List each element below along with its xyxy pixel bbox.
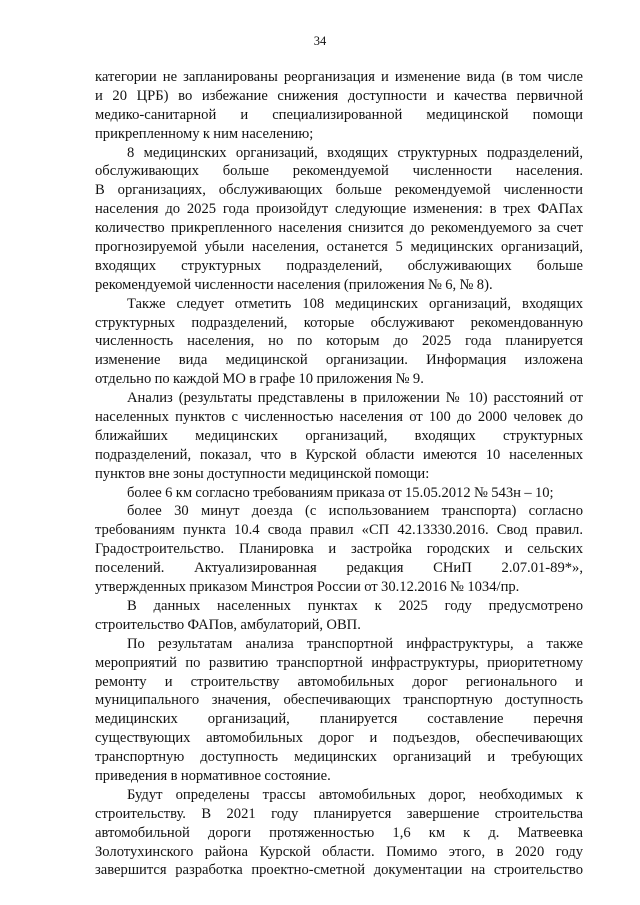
- text-line: 8 медицинских организаций, входящих структурных подразделений,: [127, 144, 583, 161]
- text-line: медико-санитарной и специализированной медицинской помощи: [95, 106, 583, 123]
- text-line: муниципального значения, обеспечивающих транспортную доступность: [95, 692, 583, 709]
- text-line: требованиям пункта 10.4 свода правил «СП 42.13330.2016. Свод правил.: [95, 522, 583, 539]
- paragraph: [95, 389, 583, 483]
- text-line: приведения в нормативное состояние.: [95, 767, 331, 784]
- text-line: рекомендуемой численности населения (приложения № 6, № 8).: [95, 276, 493, 293]
- text-line: более 30 минут доезда (с использованием транспорта) согласно: [127, 503, 583, 520]
- text-line: По результатам анализа транспортной инфраструктуры, а также: [127, 635, 583, 652]
- paragraph: [95, 68, 583, 144]
- text-line: пунктов вне зоны доступности медицинской помощи:: [95, 465, 430, 482]
- text-line: строительству. В 2021 году планируется завершение строительства: [95, 805, 583, 822]
- text-line: В организациях, обслуживающих больше рекомендуемой численности: [95, 182, 583, 199]
- text-line: поселений. Актуализированная редакция СНиП 2.07.01-89*»,: [95, 560, 583, 577]
- text-line: численность населения, но по которым до 2025 года планируется: [95, 333, 583, 350]
- text-line: Будут определены трассы автомобильных дорог, необходимых к: [127, 786, 583, 803]
- text-line: обслуживающих больше рекомендуемой численности населения.: [95, 163, 583, 180]
- text-line: Градостроительство. Планировка и застройка городских и сельских: [95, 541, 583, 558]
- text-line: Анализ (результаты представлены в приложении № 10) расстояний от: [127, 390, 583, 407]
- text-line: изменение вида медицинской организации. Информация изложена: [95, 352, 583, 369]
- paragraph: [95, 502, 583, 596]
- text-line: Золотухинского района Курской области. Помимо этого, в 2020 году: [95, 843, 583, 860]
- text-line: отдельно по каждой МО в графе 10 приложения № 9.: [95, 371, 424, 388]
- text-line: прикрепленному к ним населению;: [95, 125, 314, 142]
- text-line: ближайших медицинских организаций, входящих структурных: [95, 427, 583, 444]
- text-line: утвержденных приказом Минстроя России от 30.12.2016 № 1034/пр.: [95, 579, 520, 596]
- paragraph: [95, 295, 583, 389]
- text-line: более 6 км согласно требованиям приказа от 15.05.2012 № 543н – 10;: [127, 484, 554, 501]
- text-line: мероприятий по развитию транспортной инфраструктуры, приоритетному: [95, 654, 583, 671]
- paragraph: [95, 144, 583, 295]
- text-line: завершится разработка проектно-сметной документации на строительство: [95, 862, 583, 879]
- document-body: [95, 68, 583, 880]
- paragraph: [95, 786, 583, 880]
- text-line: ремонту и строительству автомобильных дорог регионального и: [95, 673, 583, 690]
- text-line: строительство ФАПов, амбулаторий, ОВП.: [95, 616, 361, 633]
- text-line: медицинских организаций, планируется составление перечня: [95, 711, 583, 728]
- text-line: структурных подразделений, которые обслуживают рекомендованную: [95, 314, 583, 331]
- text-line: подразделений, показал, что в Курской области имеются 10 населенных: [95, 446, 583, 463]
- paragraph: [95, 635, 583, 786]
- text-line: населенных пунктов с численностью населения от 100 до 2000 человек до: [95, 409, 583, 426]
- text-line: населения до 2025 года произойдут следующие изменения: в трех ФАПах: [95, 201, 583, 218]
- text-line: входящих структурных подразделений, обслуживающих больше: [95, 257, 583, 274]
- text-line: автомобильной дороги протяженностью 1,6 км к д. Матвеевка: [95, 824, 583, 841]
- text-line: В данных населенных пунктах к 2025 году предусмотрено: [127, 597, 583, 614]
- text-line: транспортную доступность медицинских организаций и требующих: [95, 749, 583, 766]
- text-line: количество прикрепленного населения снизится до рекомендуемого за счет: [95, 220, 583, 237]
- text-line: прогнозируемой убыли населения, останется 5 медицинских организаций,: [95, 239, 583, 256]
- page-number: 34: [313, 34, 327, 48]
- text-line: категории не запланированы реорганизация и изменение вида (в том числе: [95, 69, 583, 85]
- text-line: существующих автомобильных дорог и подъездов, обеспечивающих: [95, 730, 583, 747]
- text-line: Также следует отметить 108 медицинских организаций, входящих: [127, 295, 583, 312]
- paragraph: [95, 597, 583, 635]
- paragraph: [95, 484, 583, 503]
- text-line: и 20 ЦРБ) во избежание снижения доступности и качества первичной: [95, 87, 583, 104]
